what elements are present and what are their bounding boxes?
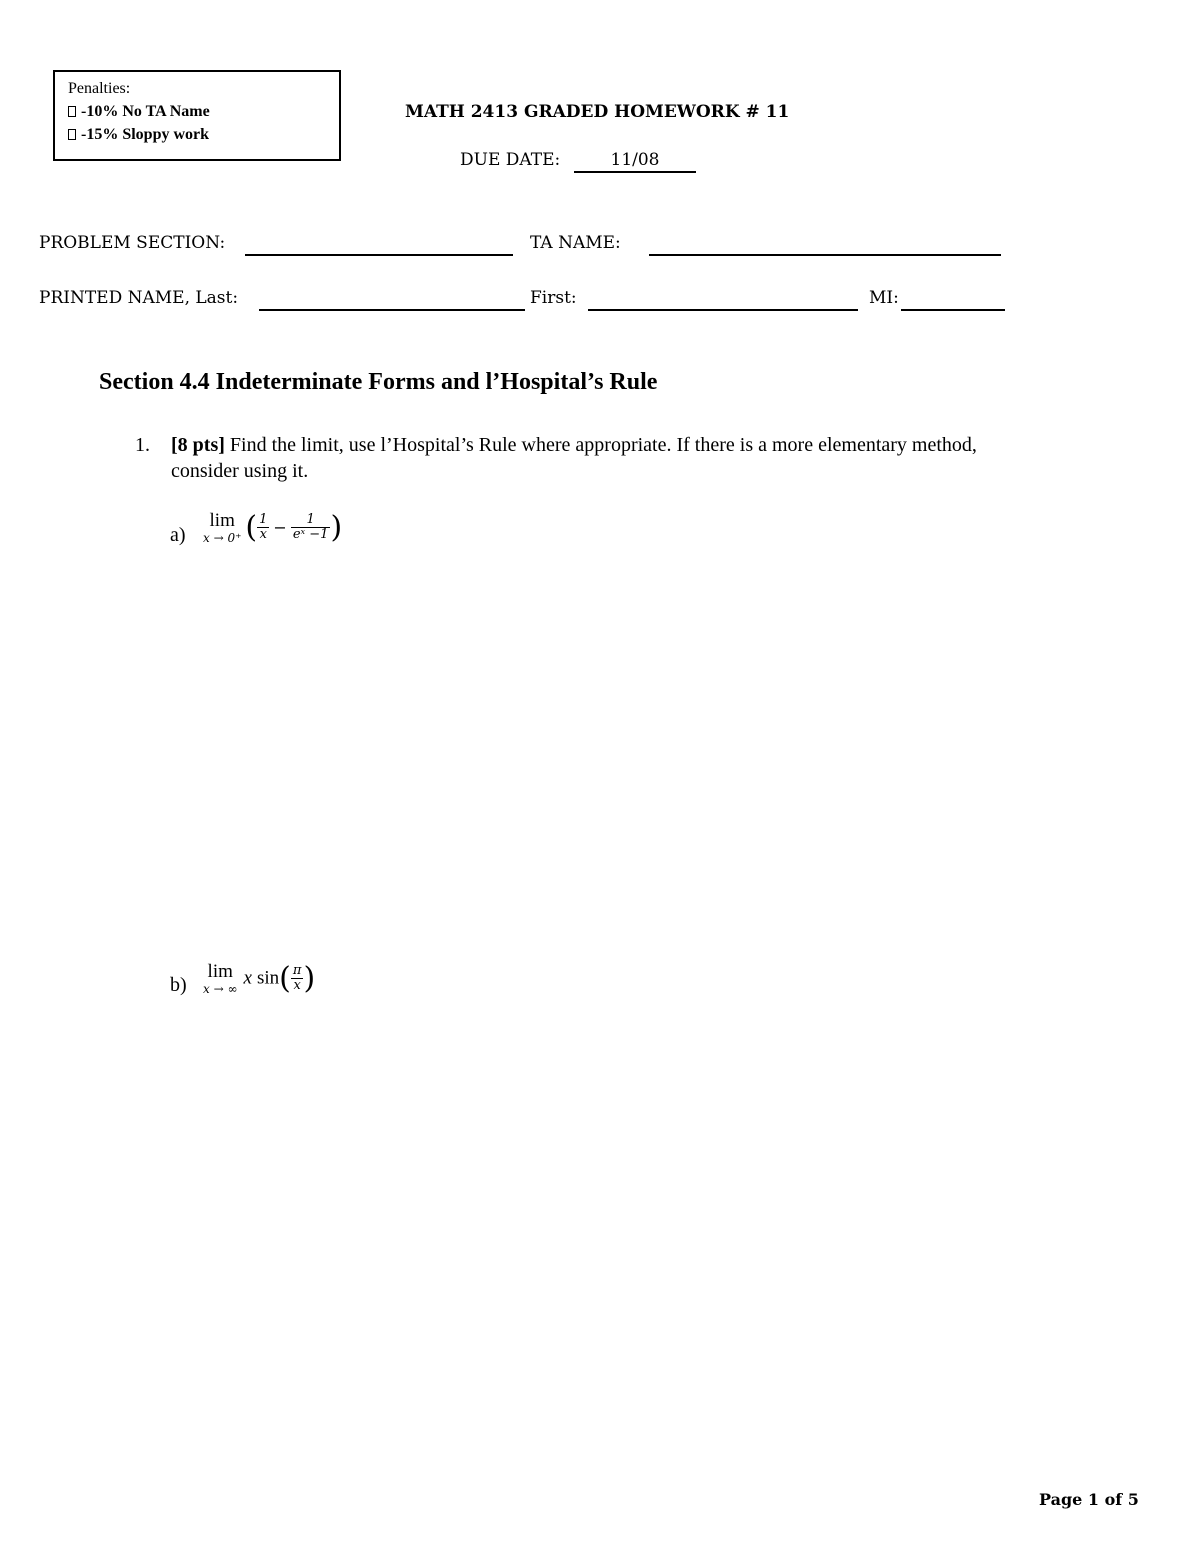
due-date-label: DUE DATE: <box>460 150 561 170</box>
problem-text-line1: [8 pts] Find the limit, use l’Hospital’s Rule where appropriate. If there is a more elementary method, <box>171 434 977 456</box>
due-date-value: 11/08 <box>574 150 696 173</box>
penalties-title: Penalties: <box>68 80 131 97</box>
right-paren: ) <box>330 510 343 545</box>
lim-operator: lim <box>207 961 233 982</box>
problem-section-label: PROBLEM SECTION: <box>39 233 226 253</box>
homework-title: MATH 2413 GRADED HOMEWORK # 11 <box>405 102 790 122</box>
fraction-1: $\frac{1}{x}$ <box>259 512 268 542</box>
lim-subscript: x → ∞ <box>203 982 238 996</box>
lim-operator: lim <box>209 510 235 531</box>
part-b-expression <box>203 961 315 1011</box>
fraction-pi-over-x: $\frac{\pi}{x}$ <box>292 963 302 993</box>
checkbox-glyph-icon <box>68 129 76 140</box>
problem-text-line2: consider using it. <box>171 460 309 482</box>
checkbox-glyph-icon <box>68 106 76 117</box>
printed-name-label: PRINTED NAME, Last: <box>39 288 239 308</box>
left-paren: ( <box>279 961 291 996</box>
section-title: Section 4.4 Indeterminate Forms and l’Hospital’s Rule <box>99 369 658 395</box>
first-name-field[interactable] <box>588 309 858 311</box>
part-a-expression <box>203 510 342 560</box>
variable-x: x <box>243 967 252 989</box>
lim-subscript: x → 0⁺ <box>203 531 242 545</box>
part-b-label: b) <box>170 974 187 996</box>
problem-points: [8 pts] <box>171 434 225 456</box>
page-number: Page 1 of 5 <box>1039 1490 1139 1509</box>
penalties-box <box>53 70 341 161</box>
minus-sign: − <box>273 518 287 537</box>
penalty-item: -10% No TA Name <box>68 103 210 121</box>
mi-label: MI: <box>869 288 899 308</box>
problem-number: 1. <box>135 434 150 456</box>
sin-function: sin <box>256 967 280 989</box>
part-a-label: a) <box>170 524 186 546</box>
last-name-field[interactable] <box>259 309 525 311</box>
right-paren: ) <box>303 961 316 996</box>
mi-field[interactable] <box>901 309 1005 311</box>
first-name-label: First: <box>530 288 577 308</box>
problem-section-field[interactable] <box>245 254 513 256</box>
ta-name-label: TA NAME: <box>530 233 621 253</box>
left-paren: ( <box>245 510 258 545</box>
fraction-2: $\frac{1}{\text{eˣ −1}}$ <box>292 512 329 542</box>
ta-name-field[interactable] <box>649 254 1001 256</box>
penalty-item: -15% Sloppy work <box>68 126 209 144</box>
